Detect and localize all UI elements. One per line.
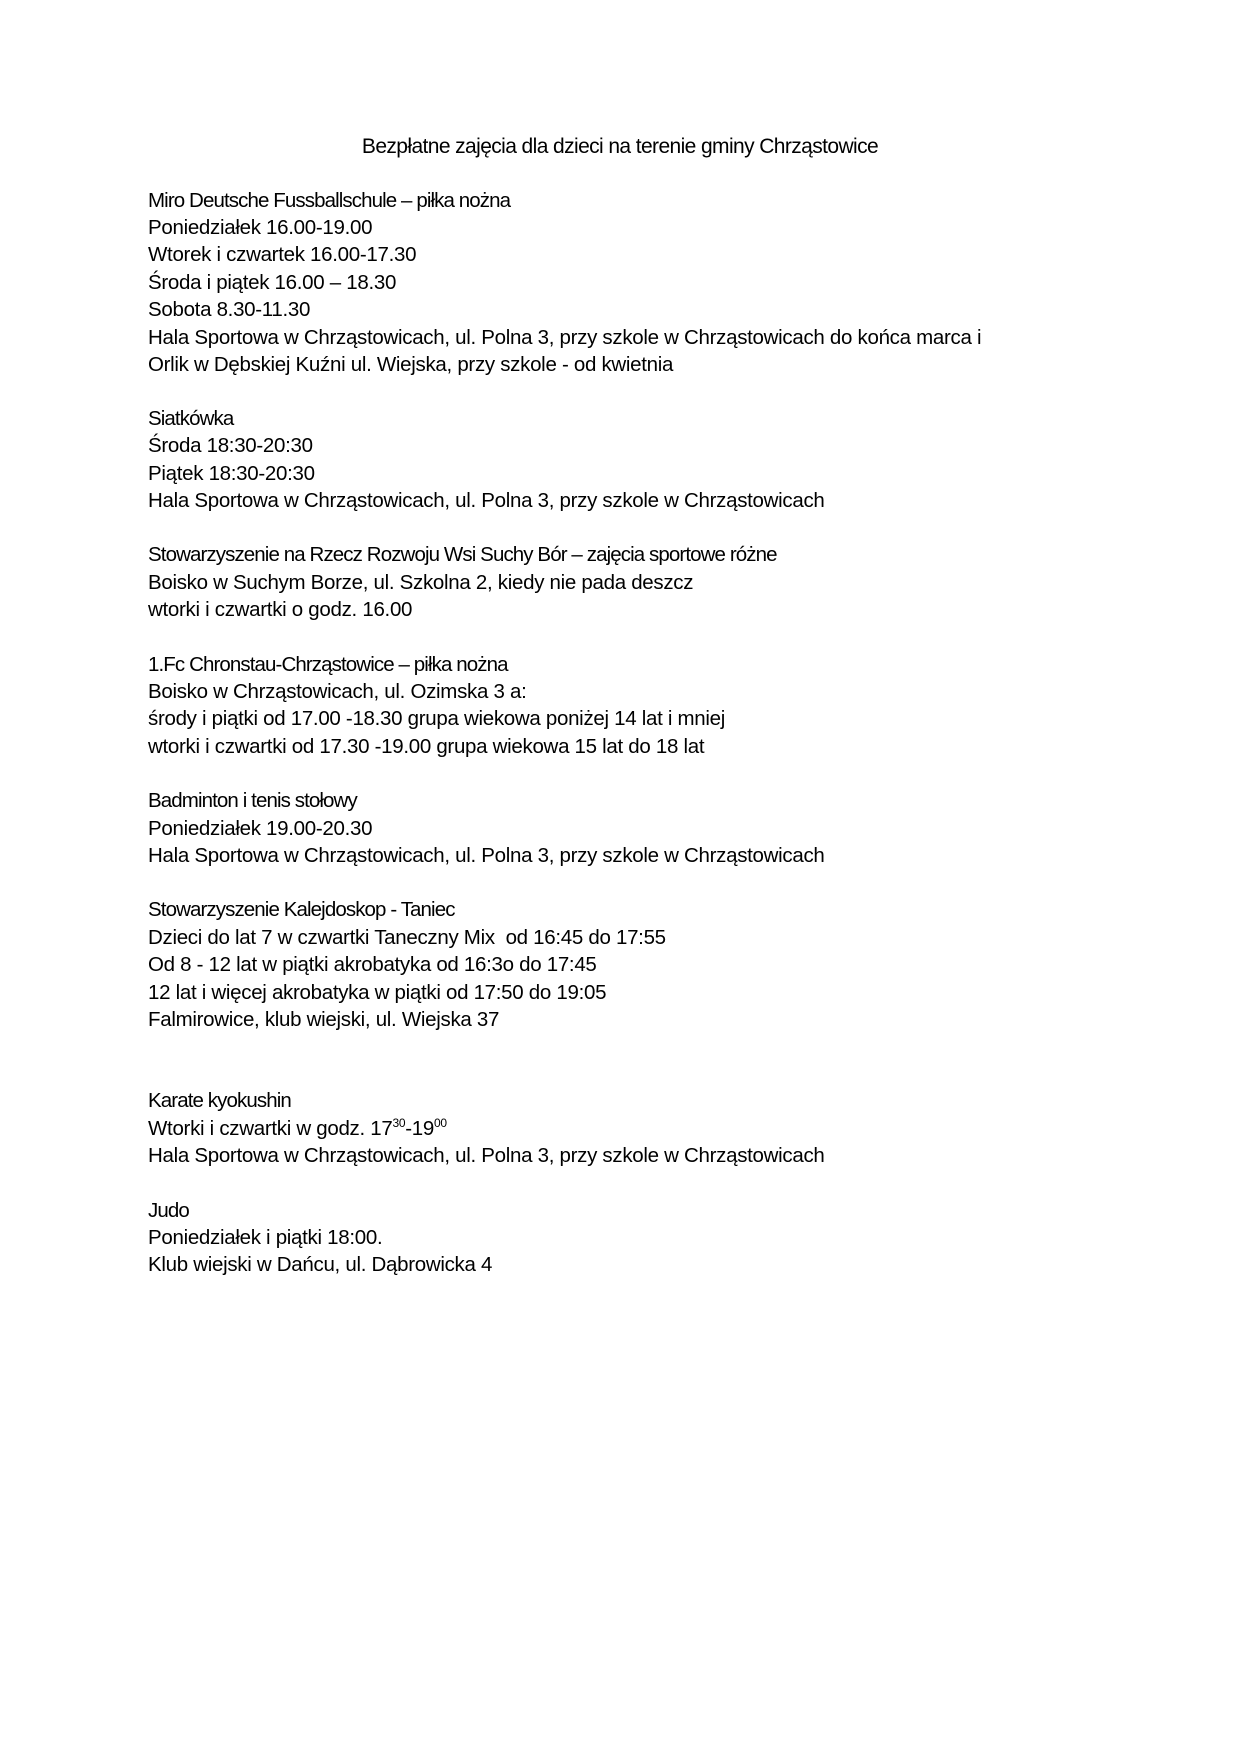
- section-line: Piątek 18:30-20:30: [148, 462, 315, 485]
- section-heading: Siatkówka: [148, 407, 234, 430]
- section-heading: Judo: [148, 1199, 189, 1222]
- document-title: Bezpłatne zajęcia dla dzieci na terenie gminy Chrząstowice: [361, 135, 879, 158]
- section-line: wtorki i czwartki od 17.30 -19.00 grupa wiekowa 15 lat do 18 lat: [148, 735, 705, 758]
- section-heading: Miro Deutsche Fussballschule – piłka nożna: [148, 189, 511, 212]
- section-line: Hala Sportowa w Chrząstowicach, ul. Polna 3, przy szkole w Chrząstowicach: [148, 489, 825, 512]
- karate-time-sup-start: 30: [392, 1116, 406, 1130]
- section-line: Środa 18:30-20:30: [148, 434, 313, 457]
- section-heading: Stowarzyszenie na Rzecz Rozwoju Wsi Suchy Bór – zajęcia sportowe różne: [148, 543, 777, 566]
- section-line: Orlik w Dębskiej Kuźni ul. Wiejska, przy szkole - od kwietnia: [148, 353, 674, 376]
- section-line: Wtorek i czwartek 16.00-17.30: [148, 243, 417, 266]
- section-line: środy i piątki od 17.00 -18.30 grupa wiekowa poniżej 14 lat i mniej: [148, 707, 726, 730]
- karate-time-prefix: Wtorki i czwartki w godz. 17: [148, 1117, 393, 1140]
- section-heading: Stowarzyszenie Kalejdoskop - Taniec: [148, 898, 455, 921]
- section-line: Klub wiejski w Dańcu, ul. Dąbrowicka 4: [148, 1253, 493, 1276]
- section-line: Poniedziałek i piątki 18:00.: [148, 1226, 383, 1249]
- karate-time-sup-end: 00: [433, 1116, 447, 1130]
- section-line: Środa i piątek 16.00 – 18.30: [148, 271, 397, 294]
- section-line: Boisko w Chrząstowicach, ul. Ozimska 3 a:: [148, 680, 527, 703]
- section-line: Hala Sportowa w Chrząstowicach, ul. Polna 3, przy szkole w Chrząstowicach: [148, 844, 825, 867]
- section-line: wtorki i czwartki o godz. 16.00: [148, 598, 413, 621]
- section-line: Boisko w Suchym Borze, ul. Szkolna 2, kiedy nie pada deszcz: [148, 571, 694, 594]
- section-line: Poniedziałek 19.00-20.30: [148, 817, 373, 840]
- section-line: Sobota 8.30-11.30: [148, 298, 311, 321]
- section-line: Poniedziałek 16.00-19.00: [148, 216, 373, 239]
- section-line: Od 8 - 12 lat w piątki akrobatyka od 16:3o do 17:45: [148, 953, 597, 976]
- section-heading: Badminton i tenis stołowy: [148, 789, 357, 812]
- karate-time-mid: -19: [405, 1117, 434, 1140]
- section-line: Falmirowice, klub wiejski, ul. Wiejska 37: [148, 1008, 500, 1031]
- section-line: Hala Sportowa w Chrząstowicach, ul. Polna 3, przy szkole w Chrząstowicach do końca marca i: [148, 326, 982, 349]
- section-line: 12 lat i więcej akrobatyka w piątki od 17:50 do 19:05: [148, 981, 607, 1004]
- section-heading: 1.Fc Chronstau-Chrząstowice – piłka nożna: [148, 653, 508, 676]
- karate-time-line: [148, 1117, 447, 1141]
- section-line: Hala Sportowa w Chrząstowicach, ul. Polna 3, przy szkole w Chrząstowicach: [148, 1144, 825, 1167]
- section-line: Dzieci do lat 7 w czwartki Taneczny Mix od 16:45 do 17:55: [148, 926, 666, 949]
- section-heading: Karate kyokushin: [148, 1089, 291, 1112]
